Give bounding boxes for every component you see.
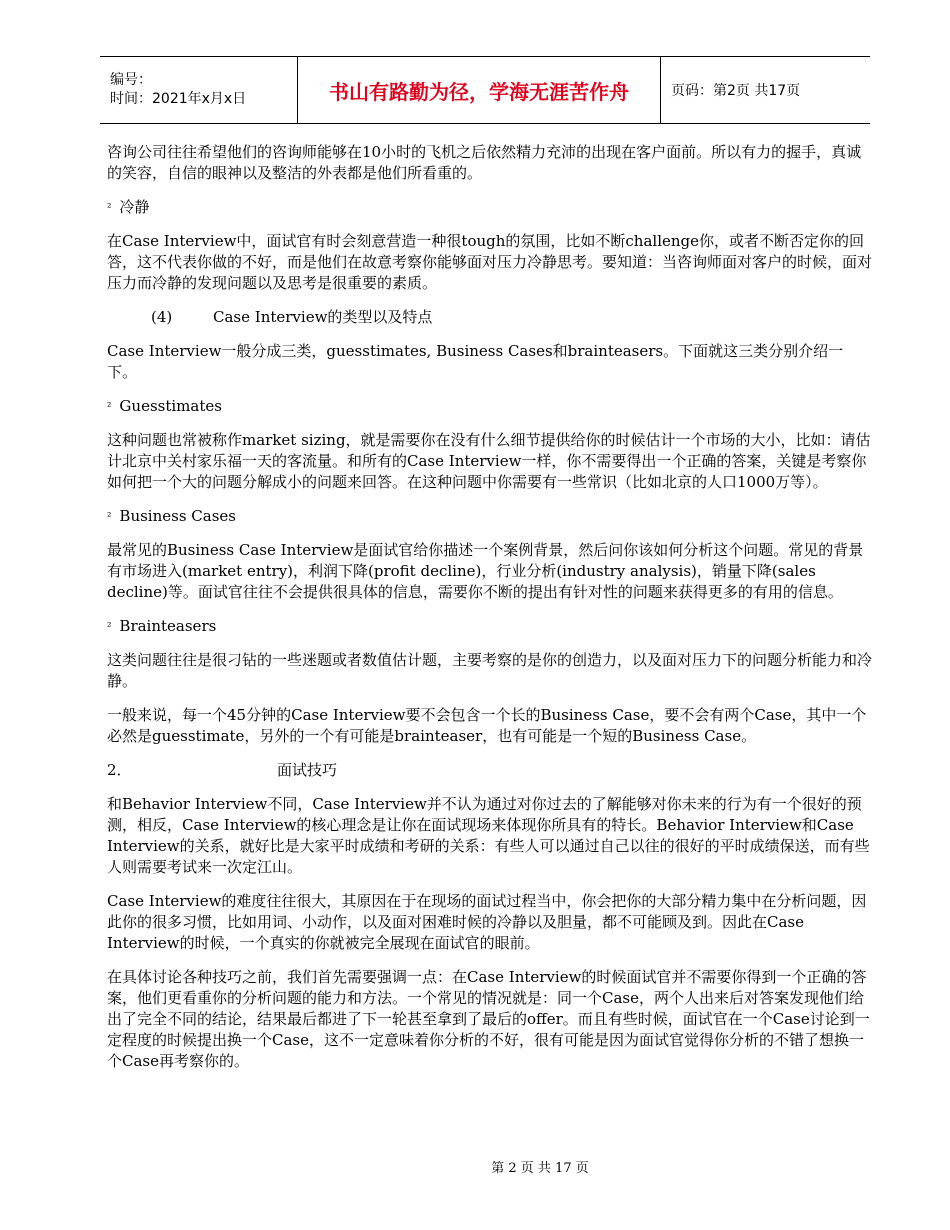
paragraph: 在具体讨论各种技巧之前，我们首先需要强调一点：在Case Interview的时候面试官并不需要你得到一个正确的答案，他们更看重你的分析问题的能力和方法。一个常见的情况就是：同一个Case，两个人出来后对答案发现他们给出了完全不同的结论，结果最后都进了下一轮甚至拿到了最后的offer。而且有些时候，面试官在一个Case讨论到一定程度的时候提出换一个Case，这不一定意味着你分析的不好，很有可能是因为面试官觉得你分析的不错了想换一个Case再考察你的。 <box>107 968 870 1070</box>
paragraph: 这种问题也常被称作market sizing，就是需要你在没有什么细节提供给你的时候估计一个市场的大小，比如：请估计北京中关村家乐福一天的客流量。和所有的Case Interview一样，你不需要得出一个正确的答案，关键是考察你如何把一个大的问题分解成小的问题来回答。在这种问题中你需要有一些常识（比如北京的人口1000万等）。 <box>107 431 871 491</box>
section-number: 2． <box>107 761 132 779</box>
bullet-heading-text: Business Cases <box>119 507 236 525</box>
paragraph: 最常见的Business Case Interview是面试官给你描述一个案例背景，然后问你该如何分析这个问题。常见的背景有市场进入(market entry)，利润下降(profit decline)，行业分析(industry analysis)，销量下降(sales decline)等。面试官往往不会提供很具体的信息，需要你不断的提出有针对性的问题来获得更多的有用的信息。 <box>107 541 864 601</box>
section-heading-2 <box>107 760 872 781</box>
section-title: Case Interview的类型以及特点 <box>213 308 433 326</box>
paragraph: Case Interview的难度往往很大，其原因在于在现场的面试过程当中，你会把你的大部分精力集中在分析问题，因此你的很多习惯，比如用词、小动作，以及面对困难时候的冷静以及胆量，都不可能顾及到。因此在Case Interview的时候，一个真实的你就被完全展现在面试官的眼前。 <box>107 892 867 952</box>
bullet-heading-guesstimates <box>107 396 872 417</box>
section-heading-4 <box>107 307 872 328</box>
document-number-label: 编号： <box>110 72 152 88</box>
bullet-heading-text: Brainteasers <box>119 617 217 635</box>
section-title: 面试技巧 <box>277 761 338 779</box>
page-header <box>100 56 870 124</box>
document-time: 时间：2021年x月x日 <box>110 91 247 107</box>
paragraph: 一般来说，每一个45分钟的Case Interview要不会包含一个长的Business Case，要不会有两个Case，其中一个必然是guesstimate，另外的一个有可能是brainteaser，也有可能是一个短的Business Case。 <box>107 706 867 745</box>
page-footer: 第 2 页 共 17 页 <box>491 1161 589 1176</box>
bullet-heading-brainteasers <box>107 616 872 637</box>
header-page-info: 页码：第2页 共17页 <box>671 83 801 99</box>
header-motto: 书山有路勤为径，学海无涯苦作舟 <box>298 57 661 123</box>
bullet-heading-calm <box>107 197 872 218</box>
bullet-mark: ² <box>107 510 112 523</box>
paragraph: 这类问题往往是很刁钻的一些迷题或者数值估计题，主要考察的是你的创造力，以及面对压力下的问题分析能力和冷静。 <box>107 651 873 690</box>
bullet-mark: ² <box>107 400 112 413</box>
document-body <box>107 142 872 1085</box>
bullet-mark: ² <box>107 620 112 633</box>
paragraph: 在Case Interview中，面试官有时会刻意营造一种很tough的氛围，比如不断challenge你，或者不断否定你的回答，这不代表你做的不好，而是他们在故意考察你能够面对压力冷静思考。要知道：当咨询师面对客户的时候，面对压力而冷静的发现问题以及思考是很重要的素质。 <box>107 232 873 292</box>
bullet-heading-text: 冷静 <box>119 198 150 216</box>
paragraph: 咨询公司往往希望他们的咨询师能够在10小时的飞机之后依然精力充沛的出现在客户面前。所以有力的握手，真诚的笑容，自信的眼神以及整洁的外表都是他们所看重的。 <box>107 143 862 182</box>
bullet-heading-business-cases <box>107 506 872 527</box>
paragraph: Case Interview一般分成三类，guesstimates, Business Cases和brainteasers。下面就这三类分别介绍一下。 <box>107 342 844 381</box>
header-meta <box>100 57 298 123</box>
section-number: (4) <box>151 308 173 326</box>
bullet-heading-text: Guesstimates <box>119 397 222 415</box>
paragraph: 和Behavior Interview不同，Case Interview并不认为通过对你过去的了解能够对你未来的行为有一个很好的预测，相反，Case Interview的核心理念是让你在面试现场来体现你所具有的特长。Behavior Interview和Case Interview的关系，就好比是大家平时成绩和考研的关系：有些人可以通过自己以往的很好的平时成绩保送，而有些人则需要考试来一次定江山。 <box>107 795 870 876</box>
bullet-mark: ² <box>107 201 112 214</box>
